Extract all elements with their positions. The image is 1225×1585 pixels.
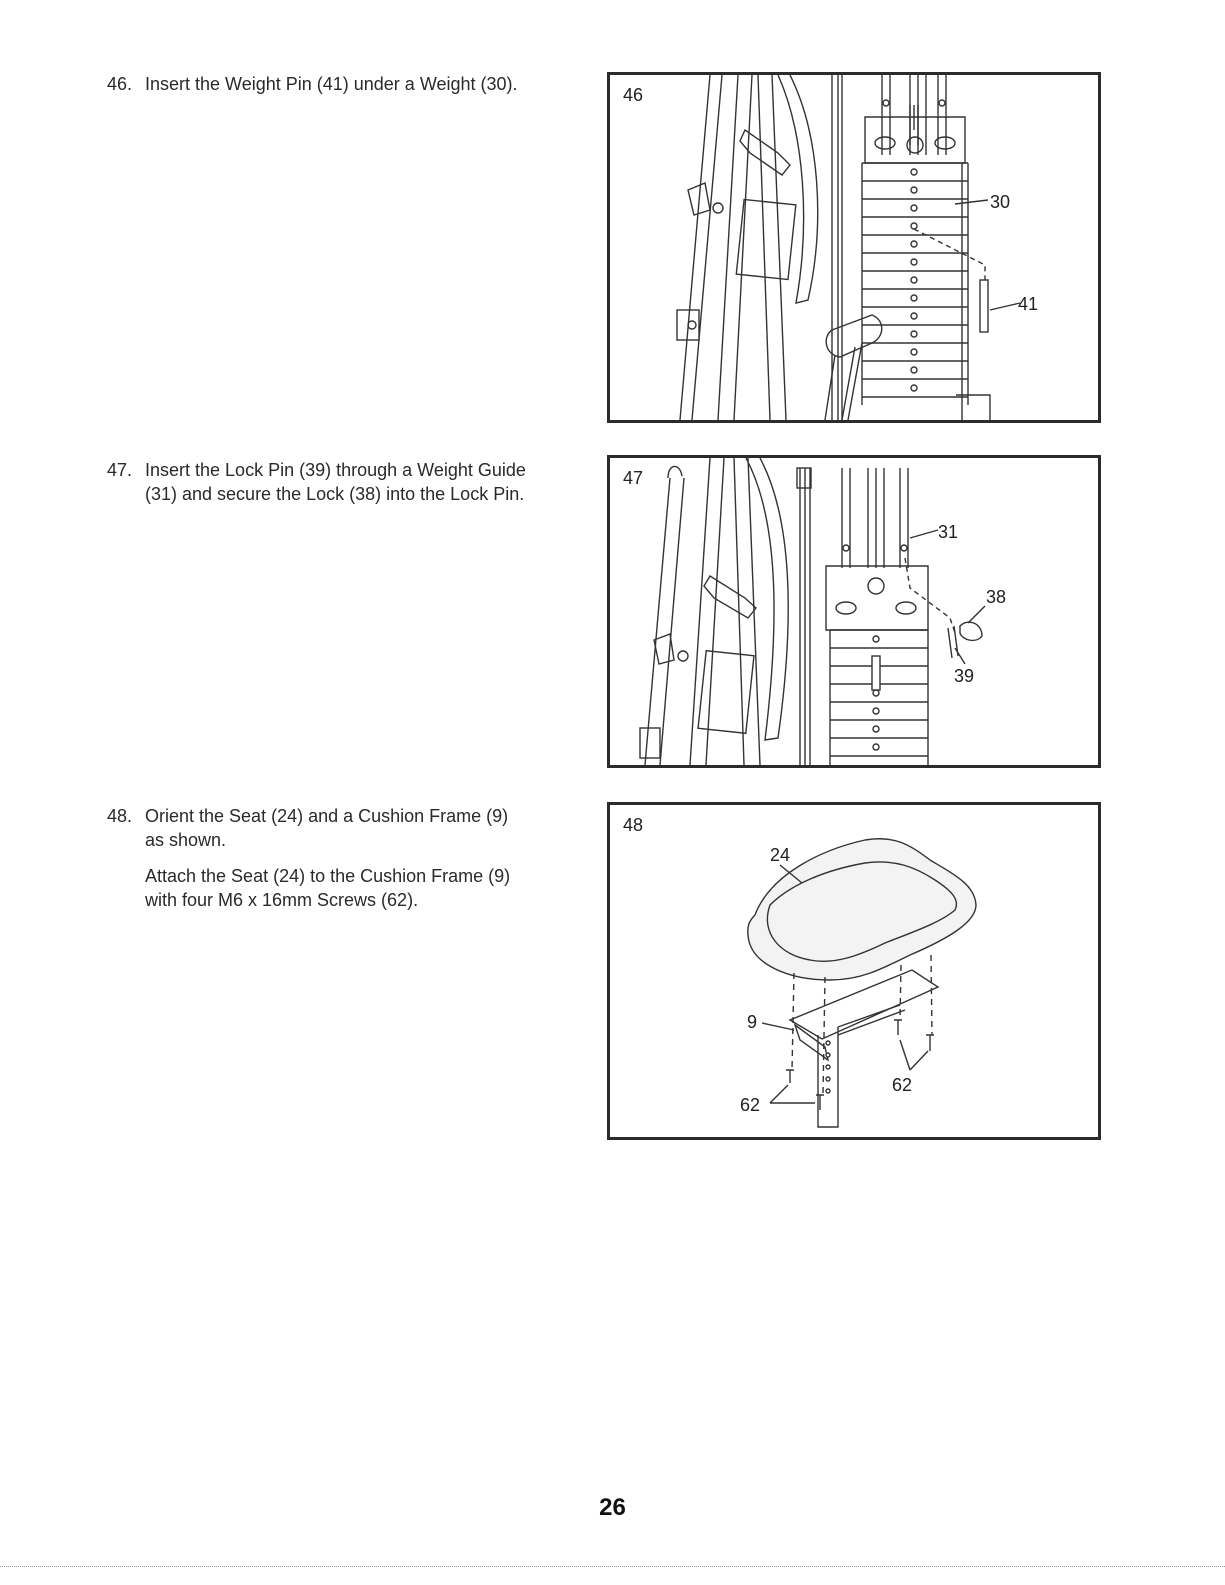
figure-48-drawing xyxy=(610,805,1098,1137)
step-instruction: Insert the Lock Pin (39) through a Weight Guide xyxy=(145,460,526,480)
callout-30: 30 xyxy=(990,192,1011,212)
step-instruction-para2: Attach the Seat (24) to the Cushion Frame (9) xyxy=(145,866,511,886)
figure-47-drawing xyxy=(610,458,1098,765)
step-instruction-cont: (31) and secure the Lock (38) into the Lock Pin. xyxy=(145,484,525,504)
figure-46-drawing xyxy=(610,75,1098,420)
bottom-rule xyxy=(0,1566,1225,1567)
step-instruction-cont: as shown. xyxy=(145,830,227,850)
callout-31: 31 xyxy=(938,522,959,542)
figure-48 xyxy=(607,802,1101,1140)
step-number: 48. xyxy=(107,806,133,826)
figure-47 xyxy=(607,455,1101,768)
step-47-text xyxy=(107,458,577,506)
figure-number: 46 xyxy=(623,85,644,105)
page-number: 26 xyxy=(599,1494,626,1521)
step-number: 46. xyxy=(107,74,133,94)
figure-number: 48 xyxy=(623,815,644,835)
figure-46 xyxy=(607,72,1101,423)
callout-62-left: 62 xyxy=(740,1095,761,1115)
callout-62-right: 62 xyxy=(892,1075,913,1095)
step-instruction-para2-cont: with four M6 x 16mm Screws (62). xyxy=(145,890,419,910)
step-instruction: Insert the Weight Pin (41) under a Weight (30). xyxy=(145,74,518,94)
step-instruction: Orient the Seat (24) and a Cushion Frame (9) xyxy=(145,806,509,826)
figure-number: 47 xyxy=(623,468,644,488)
callout-24: 24 xyxy=(770,845,791,865)
callout-9: 9 xyxy=(747,1012,758,1032)
step-46-text xyxy=(107,72,577,96)
step-48-text xyxy=(107,804,577,912)
callout-38: 38 xyxy=(986,587,1007,607)
step-number: 47. xyxy=(107,460,133,480)
callout-41: 41 xyxy=(1018,294,1039,314)
callout-39: 39 xyxy=(954,666,975,686)
